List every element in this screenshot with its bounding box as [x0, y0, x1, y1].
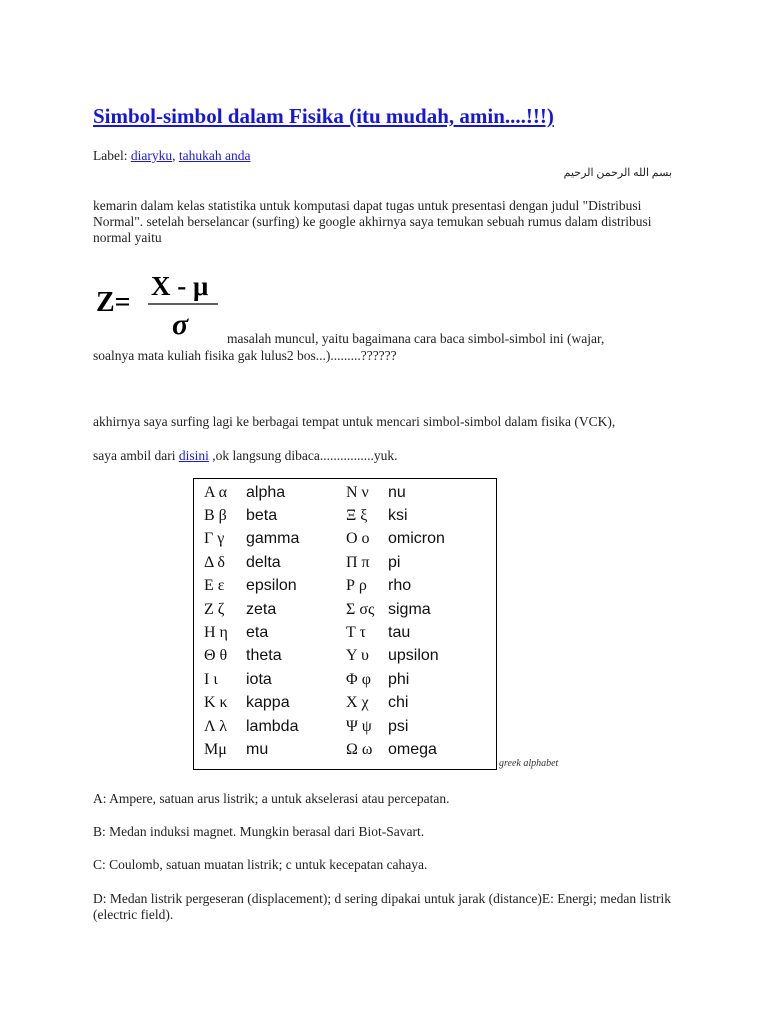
- greek-letter-symbol: Χ χ: [346, 694, 369, 712]
- greek-letter-name: ksi: [388, 507, 408, 525]
- greek-letter-row: [346, 598, 445, 621]
- greek-letter-row: [346, 715, 445, 738]
- greek-letter-name: iota: [246, 670, 272, 688]
- greek-letter-name: phi: [388, 670, 410, 688]
- greek-letter-row: [204, 575, 299, 598]
- greek-letter-row: [204, 715, 299, 738]
- greek-letter-name: nu: [388, 483, 406, 501]
- greek-letter-row: [346, 504, 445, 527]
- greek-letter-row: [204, 692, 299, 715]
- label-line: [93, 148, 250, 164]
- greek-letter-name: lambda: [246, 717, 299, 735]
- greek-letter-name: upsilon: [388, 647, 439, 665]
- greek-letter-row: [346, 575, 445, 598]
- greek-letter-symbol: Ω ω: [346, 740, 373, 758]
- greek-letter-name: theta: [246, 647, 282, 665]
- image-caption: greek alphabet: [499, 758, 559, 769]
- greek-letter-row: [346, 481, 445, 504]
- greek-letter-symbol: Ρ ρ: [346, 577, 367, 595]
- greek-alphabet-image: [193, 478, 497, 770]
- greek-letter-symbol: Α α: [204, 483, 228, 501]
- greek-letter-row: [346, 621, 445, 644]
- greek-letter-row: [346, 738, 445, 761]
- label-separator: ,: [172, 148, 179, 163]
- greek-letter-symbol: Μμ: [204, 740, 227, 758]
- greek-letter-symbol: Ν ν: [346, 483, 369, 501]
- source-text-post: ,ok langsung dibaca................yuk.: [208, 448, 398, 463]
- normal-distribution-formula: [96, 268, 226, 340]
- greek-letter-symbol: Ι ι: [204, 670, 218, 688]
- greek-letter-name: delta: [246, 553, 281, 571]
- greek-letter-symbol: Τ τ: [346, 624, 366, 642]
- greek-letter-name: psi: [388, 717, 409, 735]
- label-link-tahukah-anda[interactable]: tahukah anda: [178, 148, 251, 163]
- greek-letter-symbol: Γ γ: [204, 530, 225, 548]
- greek-letter-name: omega: [388, 740, 437, 758]
- paragraph-search: akhirnya saya surfing lagi ke berbagai tempat untuk mencari simbol-simbol dalam fisika (VCK),: [93, 414, 616, 429]
- greek-letter-name: mu: [246, 740, 269, 758]
- greek-letter-symbol: Ψ ψ: [346, 717, 372, 735]
- greek-letter-symbol: Υ υ: [346, 647, 369, 665]
- greek-letter-symbol: Β β: [204, 507, 227, 525]
- source-link-disini[interactable]: disini: [178, 448, 209, 463]
- post-title[interactable]: Simbol-simbol dalam Fisika (itu mudah, amin....!!!): [93, 104, 554, 128]
- greek-letter-name: chi: [388, 694, 409, 712]
- greek-letter-row: [204, 598, 299, 621]
- greek-letter-symbol: Ζ ζ: [204, 600, 225, 618]
- greek-letter-symbol: Π π: [346, 553, 370, 571]
- paragraph-problem-line2: soalnya mata kuliah fisika gak lulus2 bos...).........??????: [93, 348, 397, 363]
- greek-letter-name: omicron: [388, 530, 445, 548]
- greek-letter-name: beta: [246, 507, 278, 525]
- greek-letter-row: [204, 481, 299, 504]
- label-link-diaryku[interactable]: diaryku: [130, 148, 173, 163]
- paragraph-problem-line1: masalah muncul, yaitu bagaimana cara baca simbol-simbol ini (wajar,: [227, 331, 605, 346]
- formula-denominator: σ: [172, 308, 189, 340]
- greek-letter-name: sigma: [388, 600, 431, 618]
- greek-letter-name: gamma: [246, 530, 300, 548]
- greek-letter-name: epsilon: [246, 577, 297, 595]
- label-prefix: Label:: [93, 148, 131, 163]
- greek-letter-row: [204, 621, 299, 644]
- definition-c: C: Coulomb, satuan muatan listrik; c untuk kecepatan cahaya.: [93, 857, 428, 872]
- greek-letter-symbol: Λ λ: [204, 717, 227, 735]
- greek-letter-symbol: Η η: [204, 624, 228, 642]
- source-text-pre: saya ambil dari: [93, 448, 179, 463]
- greek-letter-name: rho: [388, 577, 412, 595]
- greek-letter-row: [204, 738, 299, 761]
- greek-letter-symbol: Κ κ: [204, 694, 228, 712]
- greek-letter-symbol: Σ σς: [346, 600, 375, 618]
- greek-letter-row: [204, 645, 299, 668]
- formula-lhs: Z=: [96, 287, 131, 318]
- definition-b: B: Medan induksi magnet. Mungkin berasal dari Biot-Savart.: [93, 824, 425, 839]
- paragraph-source: [93, 448, 397, 464]
- greek-letter-symbol: Θ θ: [204, 647, 228, 665]
- greek-letter-name: tau: [388, 624, 411, 642]
- greek-letter-symbol: Ε ε: [204, 577, 225, 595]
- greek-letter-row: [346, 551, 445, 574]
- greek-letter-row: [346, 692, 445, 715]
- greek-letter-row: [204, 551, 299, 574]
- paragraph-intro: kemarin dalam kelas statistika untuk komputasi dapat tugas untuk presentasi dengan judul "Distribusi Normal". setelah berselancar (surfing) ke google akhirnya saya temukan sebuah rumus dalam distribusi normal yaitu: [93, 198, 652, 245]
- greek-column-left: [204, 481, 299, 762]
- greek-letter-name: zeta: [246, 600, 277, 618]
- greek-letter-row: [346, 645, 445, 668]
- definition-d-e: D: Medan listrik pergeseran (displacement); d sering dipakai untuk jarak (distance)E: Energi; medan listrik (electric field).: [93, 891, 671, 922]
- greek-letter-symbol: Ο ο: [346, 530, 370, 548]
- greek-column-right: [346, 481, 445, 762]
- greek-letter-symbol: Δ δ: [204, 553, 225, 571]
- greek-letter-name: kappa: [246, 694, 290, 712]
- greek-letter-name: pi: [388, 553, 401, 571]
- greek-letter-name: alpha: [246, 483, 286, 501]
- greek-letter-row: [204, 528, 299, 551]
- greek-letter-symbol: Φ φ: [346, 670, 371, 688]
- greek-letter-row: [204, 504, 299, 527]
- greek-letter-symbol: Ξ ξ: [346, 507, 368, 525]
- greek-letter-row: [346, 668, 445, 691]
- greek-letter-row: [346, 528, 445, 551]
- greek-letter-name: eta: [246, 624, 269, 642]
- bismillah-text: بسم الله الرحمن الرحيم: [563, 167, 672, 179]
- definition-a: A: Ampere, satuan arus listrik; a untuk akselerasi atau percepatan.: [93, 791, 450, 806]
- greek-letter-row: [204, 668, 299, 691]
- formula-numerator: X - μ: [151, 271, 209, 301]
